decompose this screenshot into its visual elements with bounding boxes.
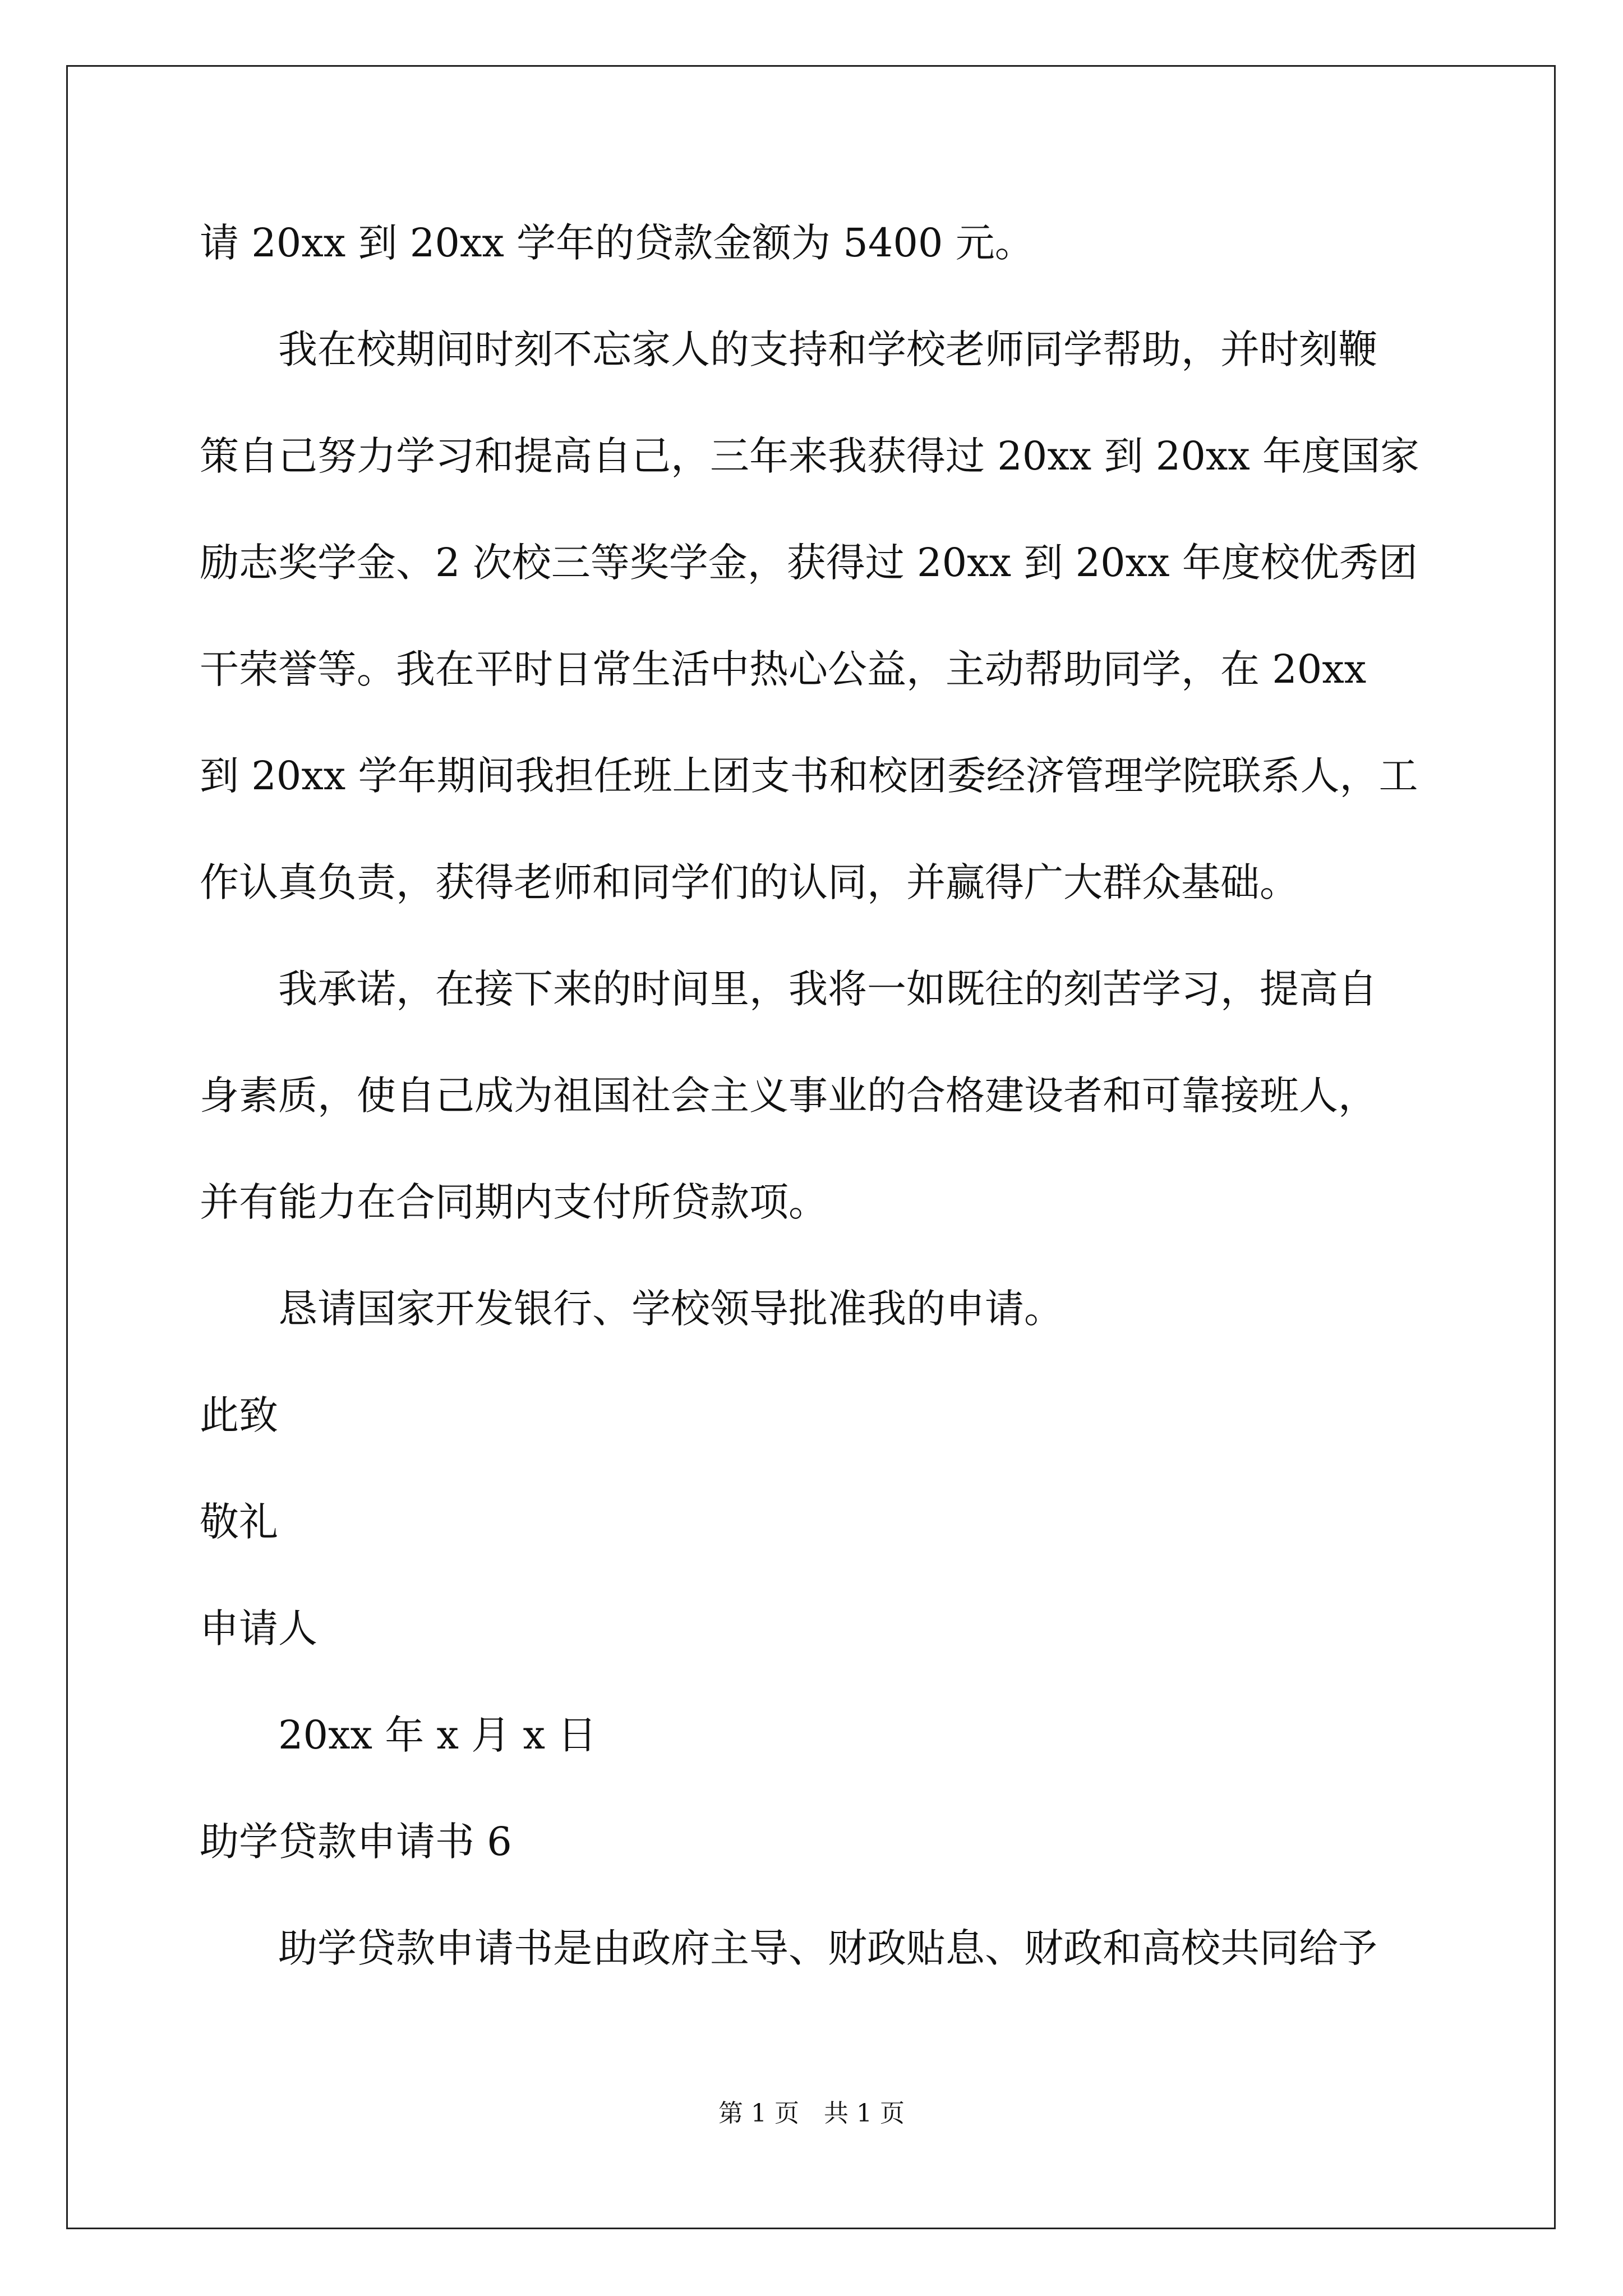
- closing-regards: 敬礼: [200, 1499, 278, 1545]
- text-line-7: 作认真负责，获得老师和同学们的认同，并赢得广大群众基础。: [200, 859, 1299, 905]
- text-line-8: 我承诺，在接下来的时间里，我将一如既往的刻苦学习，提高自: [278, 966, 1377, 1012]
- page-footer: 第 1 页 共 1 页: [718, 2099, 905, 2128]
- text-line-4: 励志奖学金、2 次校三等奖学金，获得过 20xx 到 20xx 年度校优秀团: [200, 540, 1418, 586]
- text-line-3: 策自己努力学习和提高自己，三年来我获得过 20xx 到 20xx 年度国家: [200, 433, 1420, 479]
- text-line-2: 我在校期间时刻不忘家人的支持和学校老师同学帮助，并时刻鞭: [278, 326, 1377, 372]
- text-line-5: 干荣誉等。我在平时日常生活中热心公益，主动帮助同学，在 20xx: [200, 646, 1367, 692]
- text-line-1: 请 20xx 到 20xx 学年的贷款金额为 5400 元。: [200, 220, 1034, 266]
- date-line: 20xx 年 x 月 x 日: [278, 1712, 597, 1758]
- text-line-9: 身素质，使自己成为祖国社会主义事业的合格建设者和可靠接班人，: [200, 1073, 1377, 1119]
- text-line-6: 到 20xx 学年期间我担任班上团支书和校团委经济管理学院联系人，工: [200, 753, 1418, 799]
- applicant-label: 申请人: [200, 1605, 317, 1651]
- text-line-10: 并有能力在合同期内支付所贷款项。: [200, 1179, 828, 1225]
- text-line-17: 助学贷款申请书是由政府主导、财政贴息、财政和高校共同给予: [278, 1925, 1377, 1971]
- text-line-11: 恳请国家开发银行、学校领导批准我的申请。: [278, 1286, 1063, 1332]
- closing-salutation: 此致: [200, 1392, 278, 1438]
- section-heading: 助学贷款申请书 6: [200, 1819, 512, 1865]
- page-border: [66, 65, 1556, 2229]
